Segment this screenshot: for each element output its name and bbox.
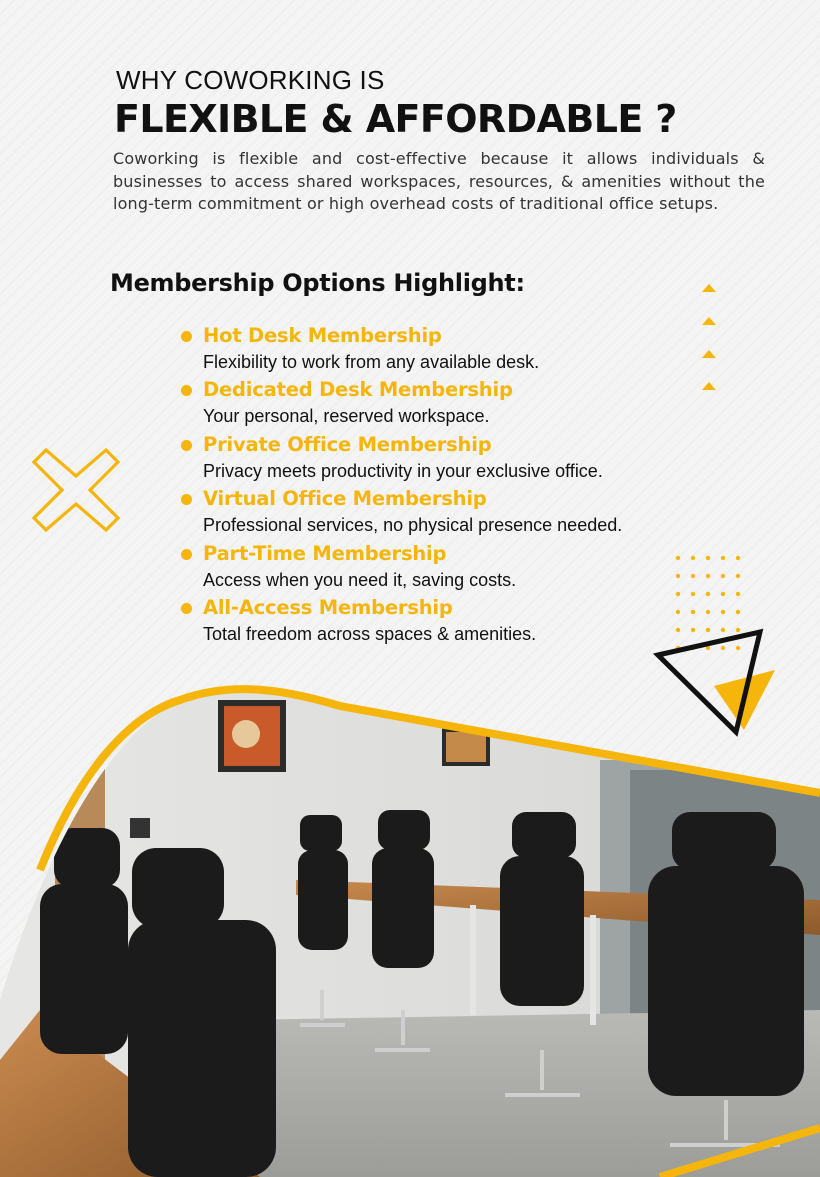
membership-options-heading: Membership Options Highlight: — [110, 269, 525, 297]
option-description: Total freedom across spaces & amenities. — [203, 623, 537, 644]
option-description: Your personal, reserved workspace. — [203, 406, 490, 427]
intro-paragraph: Coworking is flexible and cost-effective because it allows individuals & businesses to access shared workspaces, resources, & amenities without the long-term commitment or high overhead costs of traditional office setups. — [113, 149, 765, 213]
option-description: Access when you need it, saving costs. — [203, 569, 517, 590]
eyebrow-title: WHY COWORKING IS — [116, 65, 385, 95]
option-description: Privacy meets productivity in your exclusive office. — [203, 460, 603, 481]
option-description: Professional services, no physical presence needed. — [203, 515, 623, 536]
option-name: Dedicated Desk Membership — [203, 378, 513, 402]
option-description: Flexibility to work from any available desk. — [203, 352, 540, 372]
option-name: Private Office Membership — [203, 432, 492, 456]
option-name: Part-Time Membership — [203, 541, 447, 565]
option-name: All-Access Membership — [203, 595, 453, 619]
option-name: Virtual Office Membership — [203, 487, 487, 511]
option-name: Hot Desk Membership — [203, 324, 442, 347]
headline: FLEXIBLE & AFFORDABLE ? — [114, 97, 677, 141]
